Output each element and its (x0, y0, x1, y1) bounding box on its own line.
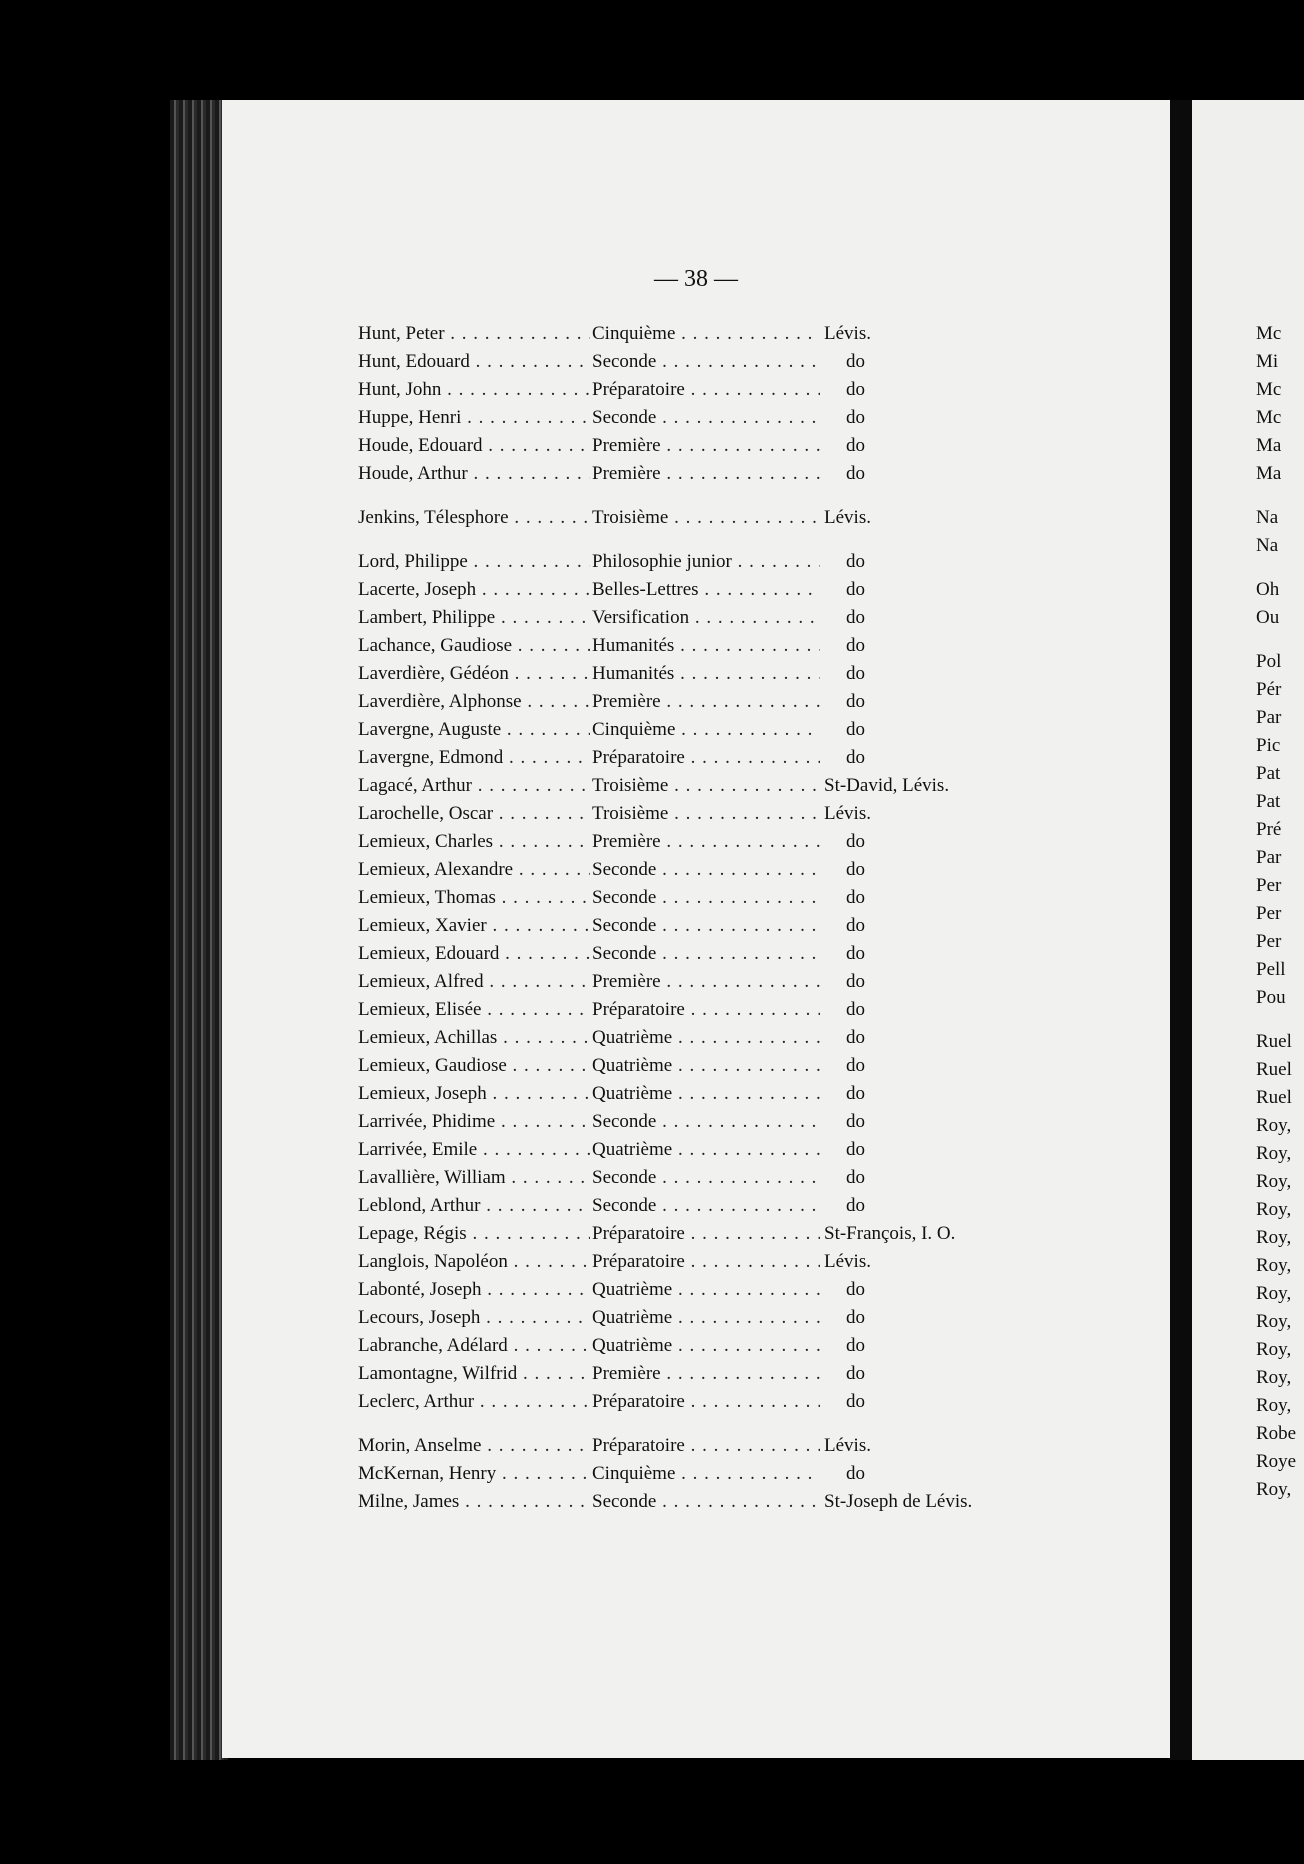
next-page-name-list (1256, 320, 1296, 1504)
student-place: Lévis. (824, 803, 871, 824)
next-page-name-fragment: Mi (1256, 351, 1279, 372)
list-item (358, 1136, 1118, 1164)
next-page-name-fragment: Roy, (1256, 1479, 1292, 1500)
next-page-name-fragment: Ma (1256, 435, 1282, 456)
student-class: Seconde . . . (592, 1192, 820, 1220)
student-class: Seconde . . . (592, 884, 820, 912)
student-place: do (846, 379, 865, 400)
student-class: Première . . . (592, 460, 820, 488)
student-name: Laverdière, Gédéon . . . (358, 660, 590, 688)
next-page-name-fragment: Per (1256, 875, 1282, 896)
student-class: Seconde . . . (592, 404, 820, 432)
student-place: do (846, 1083, 865, 1104)
list-item (358, 1080, 1118, 1108)
next-page-name-fragment: Roy, (1256, 1171, 1292, 1192)
next-page-name-fragment: Roye (1256, 1451, 1297, 1472)
next-page-name-fragment: Pat (1256, 763, 1281, 784)
student-place: do (846, 887, 865, 908)
student-class: Philosophie junior . . . (592, 548, 820, 576)
next-page-name-fragment: Roy, (1256, 1367, 1292, 1388)
student-class: Préparatoire . . . (592, 996, 820, 1024)
list-item (358, 1388, 1118, 1416)
next-page-name-fragment: Pell (1256, 959, 1286, 980)
student-name: Laverdière, Alphonse . . . (358, 688, 590, 716)
student-name: Hunt, John . . . (358, 376, 590, 404)
student-place: do (846, 1279, 865, 1300)
student-place: do (846, 1139, 865, 1160)
next-page-name-fragment: Roy, (1256, 1227, 1292, 1248)
student-name: Lavergne, Auguste . . . (358, 716, 590, 744)
student-name: Morin, Anselme . . . (358, 1432, 590, 1460)
student-place: do (846, 579, 865, 600)
student-place: do (846, 551, 865, 572)
student-place: do (846, 943, 865, 964)
student-place: do (846, 1463, 865, 1484)
student-name: Hunt, Peter . . . (358, 320, 590, 348)
student-name: Lemieux, Alexandre . . . (358, 856, 590, 884)
next-page-name-fragment: Pat (1256, 791, 1281, 812)
student-place: St-François, I. O. (824, 1223, 956, 1244)
student-name: Leblond, Arthur . . . (358, 1192, 590, 1220)
student-class: Seconde . . . (592, 1164, 820, 1192)
student-name: Lecours, Joseph . . . (358, 1304, 590, 1332)
student-class: Humanités . . . (592, 660, 820, 688)
student-class: Première . . . (592, 968, 820, 996)
student-place: St-Joseph de Lévis. (824, 1491, 973, 1512)
student-name: Lemieux, Alfred . . . (358, 968, 590, 996)
student-class: Préparatoire . . . (592, 1388, 820, 1416)
student-name: McKernan, Henry . . . (358, 1460, 590, 1488)
student-place: do (846, 1195, 865, 1216)
student-name: Lachance, Gaudiose . . . (358, 632, 590, 660)
list-item (358, 1220, 1118, 1248)
list-item (358, 1276, 1118, 1304)
next-page-name-fragment: Roy, (1256, 1311, 1292, 1332)
student-name: Hunt, Edouard . . . (358, 348, 590, 376)
student-place: do (846, 859, 865, 880)
next-page-name-fragment: Mc (1256, 379, 1282, 400)
student-place: Lévis. (824, 507, 871, 528)
next-page-name-fragment: Robe (1256, 1423, 1297, 1444)
student-class: Préparatoire . . . (592, 1248, 820, 1276)
student-class: Préparatoire . . . (592, 1220, 820, 1248)
next-page-name-fragment: Pic (1256, 735, 1281, 756)
list-item (358, 432, 1118, 460)
list-item (358, 1460, 1118, 1488)
list-item (358, 1248, 1118, 1276)
student-class: Préparatoire . . . (592, 376, 820, 404)
next-page-name-fragment: Roy, (1256, 1143, 1292, 1164)
student-name: Lambert, Philippe . . . (358, 604, 590, 632)
student-name: Labonté, Joseph . . . (358, 1276, 590, 1304)
student-name: Lemieux, Charles . . . (358, 828, 590, 856)
student-name: Lemieux, Xavier . . . (358, 912, 590, 940)
list-item (358, 800, 1118, 828)
scanned-page (222, 100, 1170, 1758)
next-page-name-fragment: Per (1256, 903, 1282, 924)
student-class: Première . . . (592, 1360, 820, 1388)
student-class: Versification . . . (592, 604, 820, 632)
student-class: Quatrième . . . (592, 1332, 820, 1360)
page-number: — 38 — (654, 266, 738, 292)
student-place: Lévis. (824, 1251, 871, 1272)
student-name: Lemieux, Joseph . . . (358, 1080, 590, 1108)
student-name: Lamontagne, Wilfrid . . . (358, 1360, 590, 1388)
student-name: Lavergne, Edmond . . . (358, 744, 590, 772)
list-item (358, 1108, 1118, 1136)
student-class: Préparatoire . . . (592, 1432, 820, 1460)
student-name: Houde, Edouard . . . (358, 432, 590, 460)
student-class: Quatrième . . . (592, 1136, 820, 1164)
next-page-name-fragment: Ruel (1256, 1059, 1292, 1080)
list-item (358, 1432, 1118, 1460)
student-name: Larochelle, Oscar . . . (358, 800, 590, 828)
next-page-name-fragment: Roy, (1256, 1339, 1292, 1360)
student-class: Première . . . (592, 688, 820, 716)
student-place: do (846, 1391, 865, 1412)
list-item (358, 1304, 1118, 1332)
student-class: Quatrième . . . (592, 1052, 820, 1080)
student-name: Lemieux, Gaudiose . . . (358, 1052, 590, 1080)
next-page-name-fragment: Pou (1256, 987, 1286, 1008)
list-item (358, 940, 1118, 968)
list-item (358, 1052, 1118, 1080)
list-item (358, 856, 1118, 884)
student-place: do (846, 1111, 865, 1132)
student-place: do (846, 435, 865, 456)
student-place: do (846, 1167, 865, 1188)
list-item (358, 912, 1118, 940)
student-name: Lagacé, Arthur . . . (358, 772, 590, 800)
list-item (358, 1024, 1118, 1052)
student-place: do (846, 607, 865, 628)
list-item (358, 968, 1118, 996)
student-class: Troisième . . . (592, 504, 820, 532)
student-place: do (846, 691, 865, 712)
next-page-name-fragment: Ruel (1256, 1087, 1292, 1108)
student-class: Humanités . . . (592, 632, 820, 660)
student-place: St-David, Lévis. (824, 775, 950, 796)
student-class: Première . . . (592, 828, 820, 856)
list-item (358, 1360, 1118, 1388)
list-item (358, 828, 1118, 856)
student-place: do (846, 635, 865, 656)
list-item (358, 576, 1118, 604)
student-name: Lavallière, William . . . (358, 1164, 590, 1192)
list-item (358, 404, 1118, 432)
list-item (358, 632, 1118, 660)
student-place: do (846, 663, 865, 684)
book-page-edges (170, 100, 228, 1760)
next-page-name-fragment: Roy, (1256, 1199, 1292, 1220)
student-place: Lévis. (824, 1435, 871, 1456)
book-gutter (1170, 100, 1192, 1760)
student-place: do (846, 351, 865, 372)
student-place: do (846, 1027, 865, 1048)
next-page-name-fragment: Roy, (1256, 1255, 1292, 1276)
next-page-name-fragment: Na (1256, 507, 1279, 528)
student-name: Lemieux, Thomas . . . (358, 884, 590, 912)
next-page-name-fragment: Oh (1256, 579, 1280, 600)
student-class: Seconde . . . (592, 940, 820, 968)
student-place: do (846, 719, 865, 740)
next-page-name-fragment: Roy, (1256, 1115, 1292, 1136)
list-item (358, 1488, 1118, 1516)
list-item (358, 884, 1118, 912)
student-place: do (846, 407, 865, 428)
next-page-name-fragment: Na (1256, 535, 1279, 556)
student-place: do (846, 1335, 865, 1356)
student-class: Belles-Lettres . . . (592, 576, 820, 604)
list-item (358, 1164, 1118, 1192)
student-class: Première . . . (592, 432, 820, 460)
student-name: Houde, Arthur . . . (358, 460, 590, 488)
list-item (358, 320, 1118, 348)
list-item (358, 504, 1118, 532)
list-item (358, 604, 1118, 632)
student-place: do (846, 463, 865, 484)
next-page-name-fragment: Mc (1256, 407, 1282, 428)
student-place: do (846, 747, 865, 768)
student-class: Cinquième . . . (592, 1460, 820, 1488)
next-page-name-fragment: Ma (1256, 463, 1282, 484)
student-name: Labranche, Adélard . . . (358, 1332, 590, 1360)
list-item (358, 996, 1118, 1024)
list-item (358, 348, 1118, 376)
student-name: Milne, James . . . (358, 1488, 590, 1516)
student-class: Quatrième . . . (592, 1080, 820, 1108)
student-place: do (846, 1307, 865, 1328)
student-name: Lemieux, Edouard . . . (358, 940, 590, 968)
list-item (358, 772, 1118, 800)
student-place: do (846, 999, 865, 1020)
student-class: Seconde . . . (592, 912, 820, 940)
list-item (358, 460, 1118, 488)
student-name: Langlois, Napoléon . . . (358, 1248, 590, 1276)
next-page-name-fragment: Pré (1256, 819, 1282, 840)
next-page-name-fragment: Pér (1256, 679, 1282, 700)
student-place: do (846, 831, 865, 852)
student-place: do (846, 1363, 865, 1384)
next-page-name-fragment: Ruel (1256, 1031, 1292, 1052)
next-page-name-fragment: Mc (1256, 323, 1282, 344)
list-item (358, 660, 1118, 688)
list-item (358, 376, 1118, 404)
next-page-name-fragment: Pol (1256, 651, 1282, 672)
student-list (358, 320, 1118, 1516)
list-item (358, 688, 1118, 716)
next-page-name-fragment: Roy, (1256, 1395, 1292, 1416)
student-class: Cinquième . . . (592, 716, 820, 744)
list-item (358, 548, 1118, 576)
list-item (358, 744, 1118, 772)
student-place: Lévis. (824, 323, 871, 344)
student-name: Lemieux, Elisée . . . (358, 996, 590, 1024)
list-item (358, 1332, 1118, 1360)
student-name: Leclerc, Arthur . . . (358, 1388, 590, 1416)
student-class: Troisième . . . (592, 800, 820, 828)
next-page-name-fragment: Per (1256, 931, 1282, 952)
student-name: Lord, Philippe . . . (358, 548, 590, 576)
student-class: Quatrième . . . (592, 1024, 820, 1052)
student-place: do (846, 1055, 865, 1076)
student-place: do (846, 915, 865, 936)
student-class: Quatrième . . . (592, 1276, 820, 1304)
student-class: Seconde . . . (592, 348, 820, 376)
student-name: Lemieux, Achillas . . . (358, 1024, 590, 1052)
student-class: Quatrième . . . (592, 1304, 820, 1332)
student-name: Huppe, Henri . . . (358, 404, 590, 432)
next-page-name-fragment: Roy, (1256, 1283, 1292, 1304)
student-class: Cinquième . . . (592, 320, 820, 348)
student-name: Larrivée, Phidime . . . (358, 1108, 590, 1136)
student-name: Lepage, Régis . . . (358, 1220, 590, 1248)
list-item (358, 716, 1118, 744)
list-item (358, 1192, 1118, 1220)
student-name: Jenkins, Télesphore . . . (358, 504, 590, 532)
student-place: do (846, 971, 865, 992)
student-name: Lacerte, Joseph . . . (358, 576, 590, 604)
next-page-name-fragment: Par (1256, 847, 1282, 868)
next-page-name-fragment: Par (1256, 707, 1282, 728)
student-class: Préparatoire . . . (592, 744, 820, 772)
next-page-name-fragment: Ou (1256, 607, 1280, 628)
next-page-fragment (1192, 100, 1304, 1760)
student-name: Larrivée, Emile . . . (358, 1136, 590, 1164)
student-class: Seconde . . . (592, 1108, 820, 1136)
student-class: Seconde . . . (592, 856, 820, 884)
student-class: Seconde . . . (592, 1488, 820, 1516)
student-class: Troisième . . . (592, 772, 820, 800)
